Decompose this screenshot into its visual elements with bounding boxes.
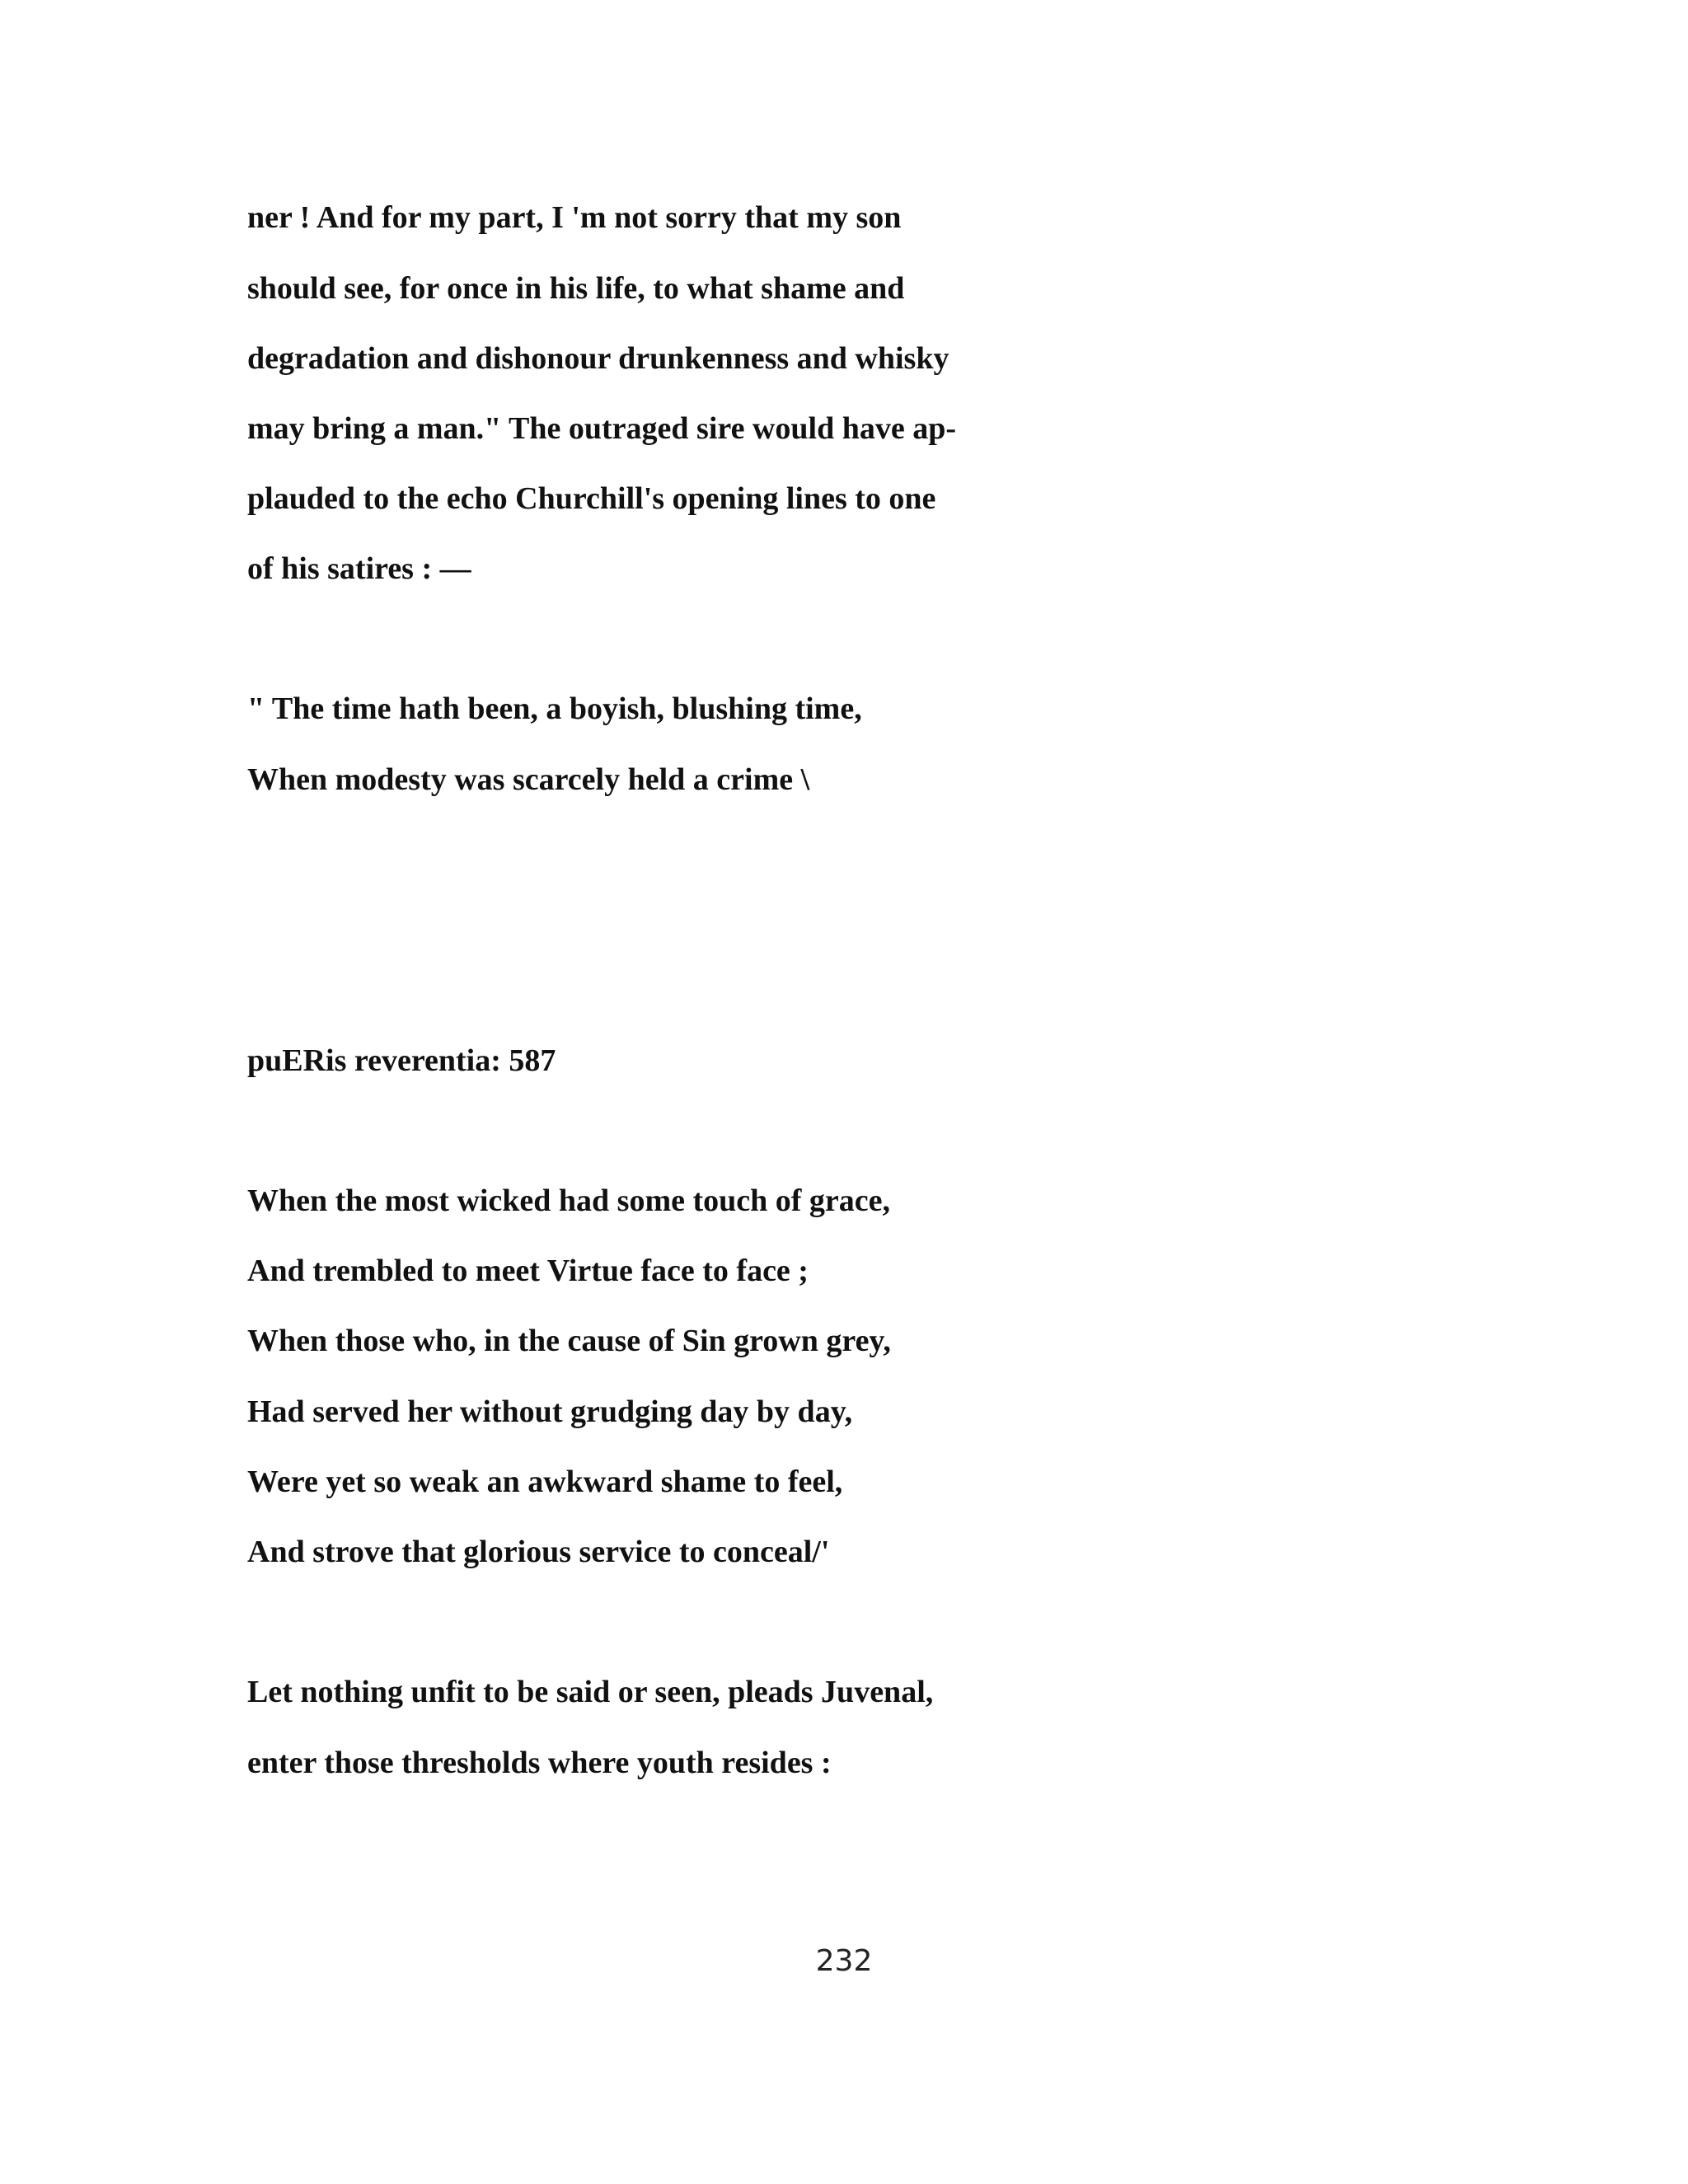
quote-line: When the most wicked had some touch of grace, xyxy=(247,1183,891,1218)
paragraph-line: ner ! And for my part, I 'm not sorry that my son xyxy=(247,200,902,235)
quote-line: And strove that glorious service to conceal/' xyxy=(247,1535,830,1569)
page-number: 232 xyxy=(815,1944,873,1978)
quote-line: When those who, in the cause of Sin grown grey, xyxy=(247,1324,891,1358)
paragraph-line: enter those thresholds where youth resides : xyxy=(247,1746,832,1780)
paragraph-line: Let nothing unfit to be said or seen, pleads Juvenal, xyxy=(247,1675,934,1709)
quote-line: " The time hath been, a boyish, blushing time, xyxy=(247,691,862,726)
paragraph-line: should see, for once in his life, to what shame and xyxy=(247,271,905,306)
paragraph-line: of his satires : — xyxy=(247,551,471,586)
quote-line: When modesty was scarcely held a crime \ xyxy=(247,762,810,797)
quote-line: Were yet so weak an awkward shame to feel, xyxy=(247,1465,843,1499)
paragraph-line: degradation and dishonour drunkenness and whisky xyxy=(247,341,950,376)
paragraph-line: plauded to the echo Churchill's opening lines to one xyxy=(247,481,936,516)
quote-line: And trembled to meet Virtue face to face ; xyxy=(247,1254,809,1288)
quote-line: Had served her without grudging day by day, xyxy=(247,1394,853,1429)
paragraph-line: may bring a man." The outraged sire would have ap- xyxy=(247,411,956,446)
running-header: puERis reverentia: 587 xyxy=(247,1043,556,1078)
